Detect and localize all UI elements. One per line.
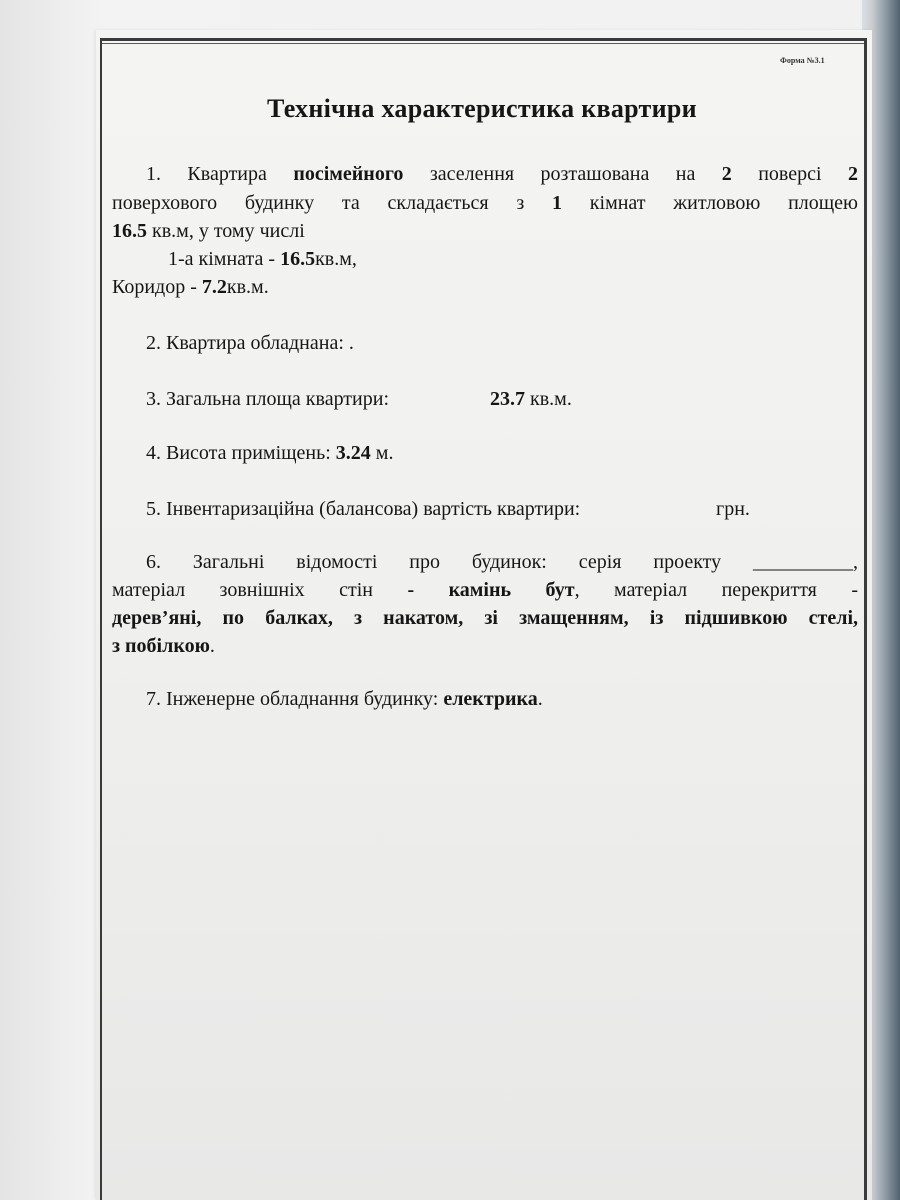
item-2: 2. Квартира обладнана: . bbox=[146, 332, 354, 354]
form-number: Форма №3.1 bbox=[780, 56, 825, 65]
item-1-line-2: поверхового будинку та складається з 1 кімнат житловою площею bbox=[112, 192, 858, 214]
item-6-line-3: дерев’яні, по балках, з накатом, зі змащенням, із підшивкою стелі, bbox=[112, 607, 858, 629]
item-5-unit: грн. bbox=[716, 498, 750, 520]
item-6-line-1: 6. Загальні відомості про будинок: серія проекту __________, bbox=[146, 551, 858, 573]
item-6-line-4: з побілкою. bbox=[112, 635, 215, 657]
page-frame-top bbox=[100, 38, 866, 41]
item-7: 7. Інженерне обладнання будинку: електрика. bbox=[146, 688, 543, 710]
item-1-room-1: 1-а кімната - 16.5кв.м, bbox=[168, 248, 357, 270]
item-1-line-1: 1. Квартира посімейного заселення розташована на 2 поверсі 2 bbox=[146, 163, 858, 185]
page-frame-top-inner bbox=[100, 43, 866, 44]
item-1-line-3: 16.5 кв.м, у тому числі bbox=[112, 220, 305, 242]
item-4: 4. Висота приміщень: 3.24 м. bbox=[146, 442, 394, 464]
item-6-line-2: матеріал зовнішніх стін - камінь бут, матеріал перекриття - bbox=[112, 579, 858, 601]
page-frame-right bbox=[864, 38, 867, 1200]
item-1-corridor: Коридор - 7.2кв.м. bbox=[112, 276, 269, 298]
item-3-label: 3. Загальна площа квартири: bbox=[146, 388, 390, 410]
item-5-label: 5. Інвентаризаційна (балансова) вартість квартири: bbox=[146, 498, 581, 520]
document-title: Технічна характеристика квартири bbox=[267, 94, 697, 123]
item-3-value: 23.7 кв.м. bbox=[490, 388, 572, 410]
page-frame-left bbox=[100, 38, 102, 1200]
